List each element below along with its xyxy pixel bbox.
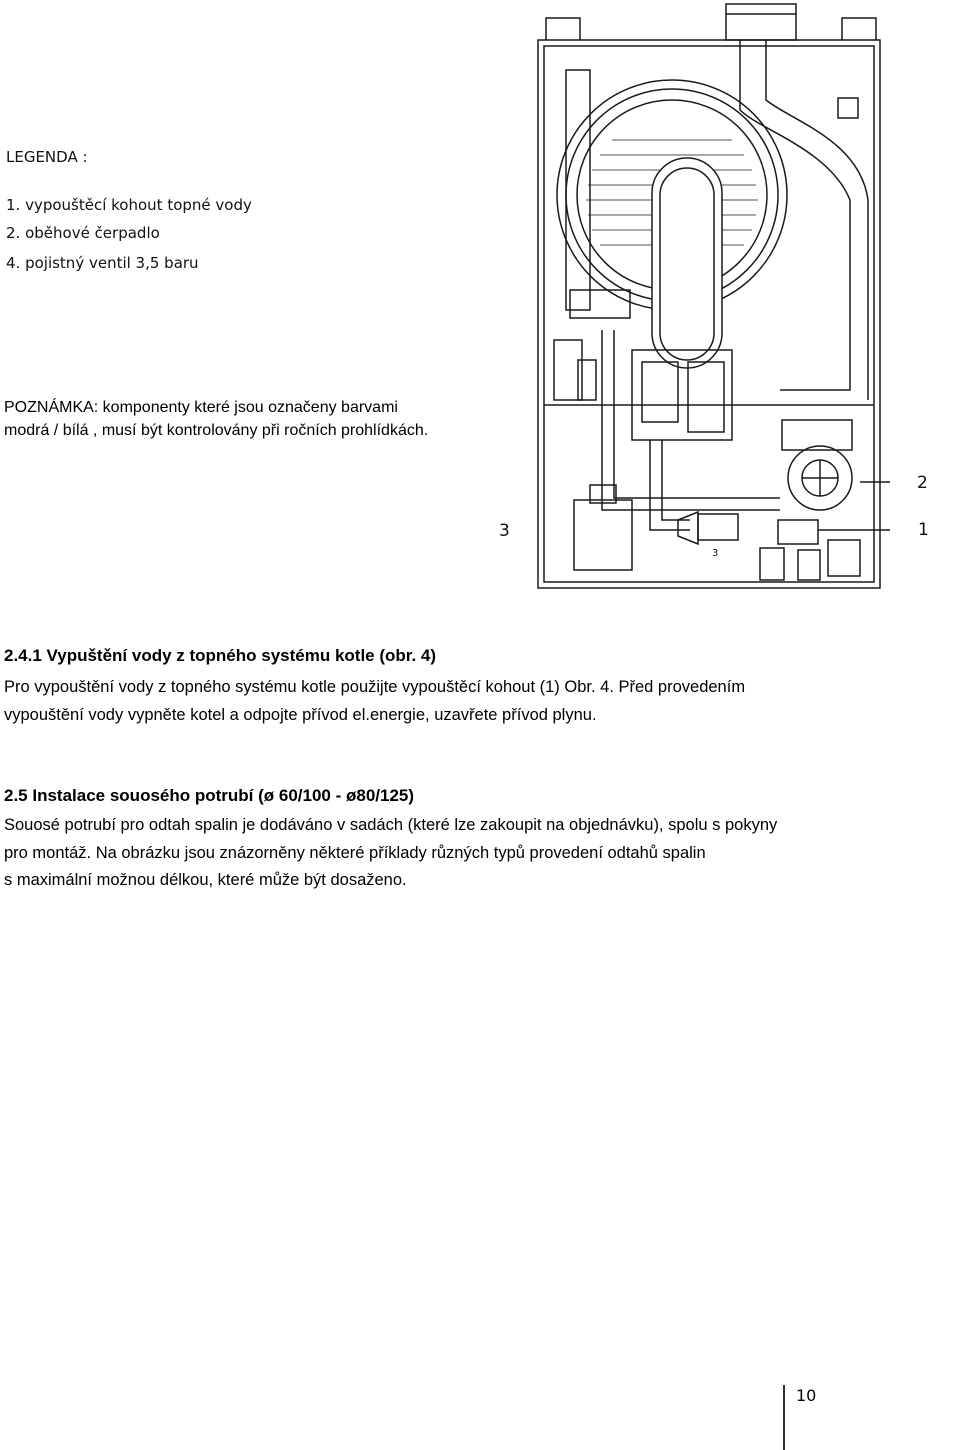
callout-1: 1 bbox=[918, 520, 929, 540]
section-heading-2-4-1: 2.4.1 Vypuštění vody z topného systému kotle (obr. 4) bbox=[4, 646, 437, 665]
legend-item: 2. oběhové čerpadlo bbox=[6, 224, 160, 242]
boiler-diagram bbox=[530, 0, 890, 595]
section-text-line: Pro vypouštění vody z topného systému kotle použijte vypouštěcí kohout (1) Obr. 4. Před provedením bbox=[4, 678, 746, 696]
section-text-line: s maximální možnou délkou, které může být dosaženo. bbox=[4, 871, 407, 889]
page-number: 10 bbox=[796, 1386, 817, 1405]
section-heading-2-5: 2.5 Instalace souosého potrubí (ø 60/100 - ø80/125) bbox=[4, 786, 415, 805]
section-text-line: pro montáž. Na obrázku jsou znázorněny některé příklady různých typů provedení odtahů spalin bbox=[4, 844, 706, 862]
callout-2: 2 bbox=[917, 473, 928, 493]
legend-item: 1. vypouštěcí kohout topné vody bbox=[6, 196, 252, 214]
section-text-line: vypouštění vody vypněte kotel a odpojte přívod el.energie, uzavřete přívod plynu. bbox=[4, 706, 597, 724]
callout-3: 3 bbox=[499, 521, 510, 541]
legend-item: 4. pojistný ventil 3,5 baru bbox=[6, 254, 199, 272]
diagram-part-label: 3 bbox=[712, 548, 719, 559]
legend-title: LEGENDA : bbox=[6, 148, 88, 166]
page-number-rule bbox=[783, 1385, 785, 1450]
section-text-line: Souosé potrubí pro odtah spalin je dodáváno v sadách (které lze zakoupit na objednávku), spolu s pokyny bbox=[4, 816, 778, 834]
maintenance-note: POZNÁMKA: komponenty které jsou označeny barvami modrá / bílá , musí být kontrolovány při ročních prohlídkách. bbox=[4, 399, 429, 439]
